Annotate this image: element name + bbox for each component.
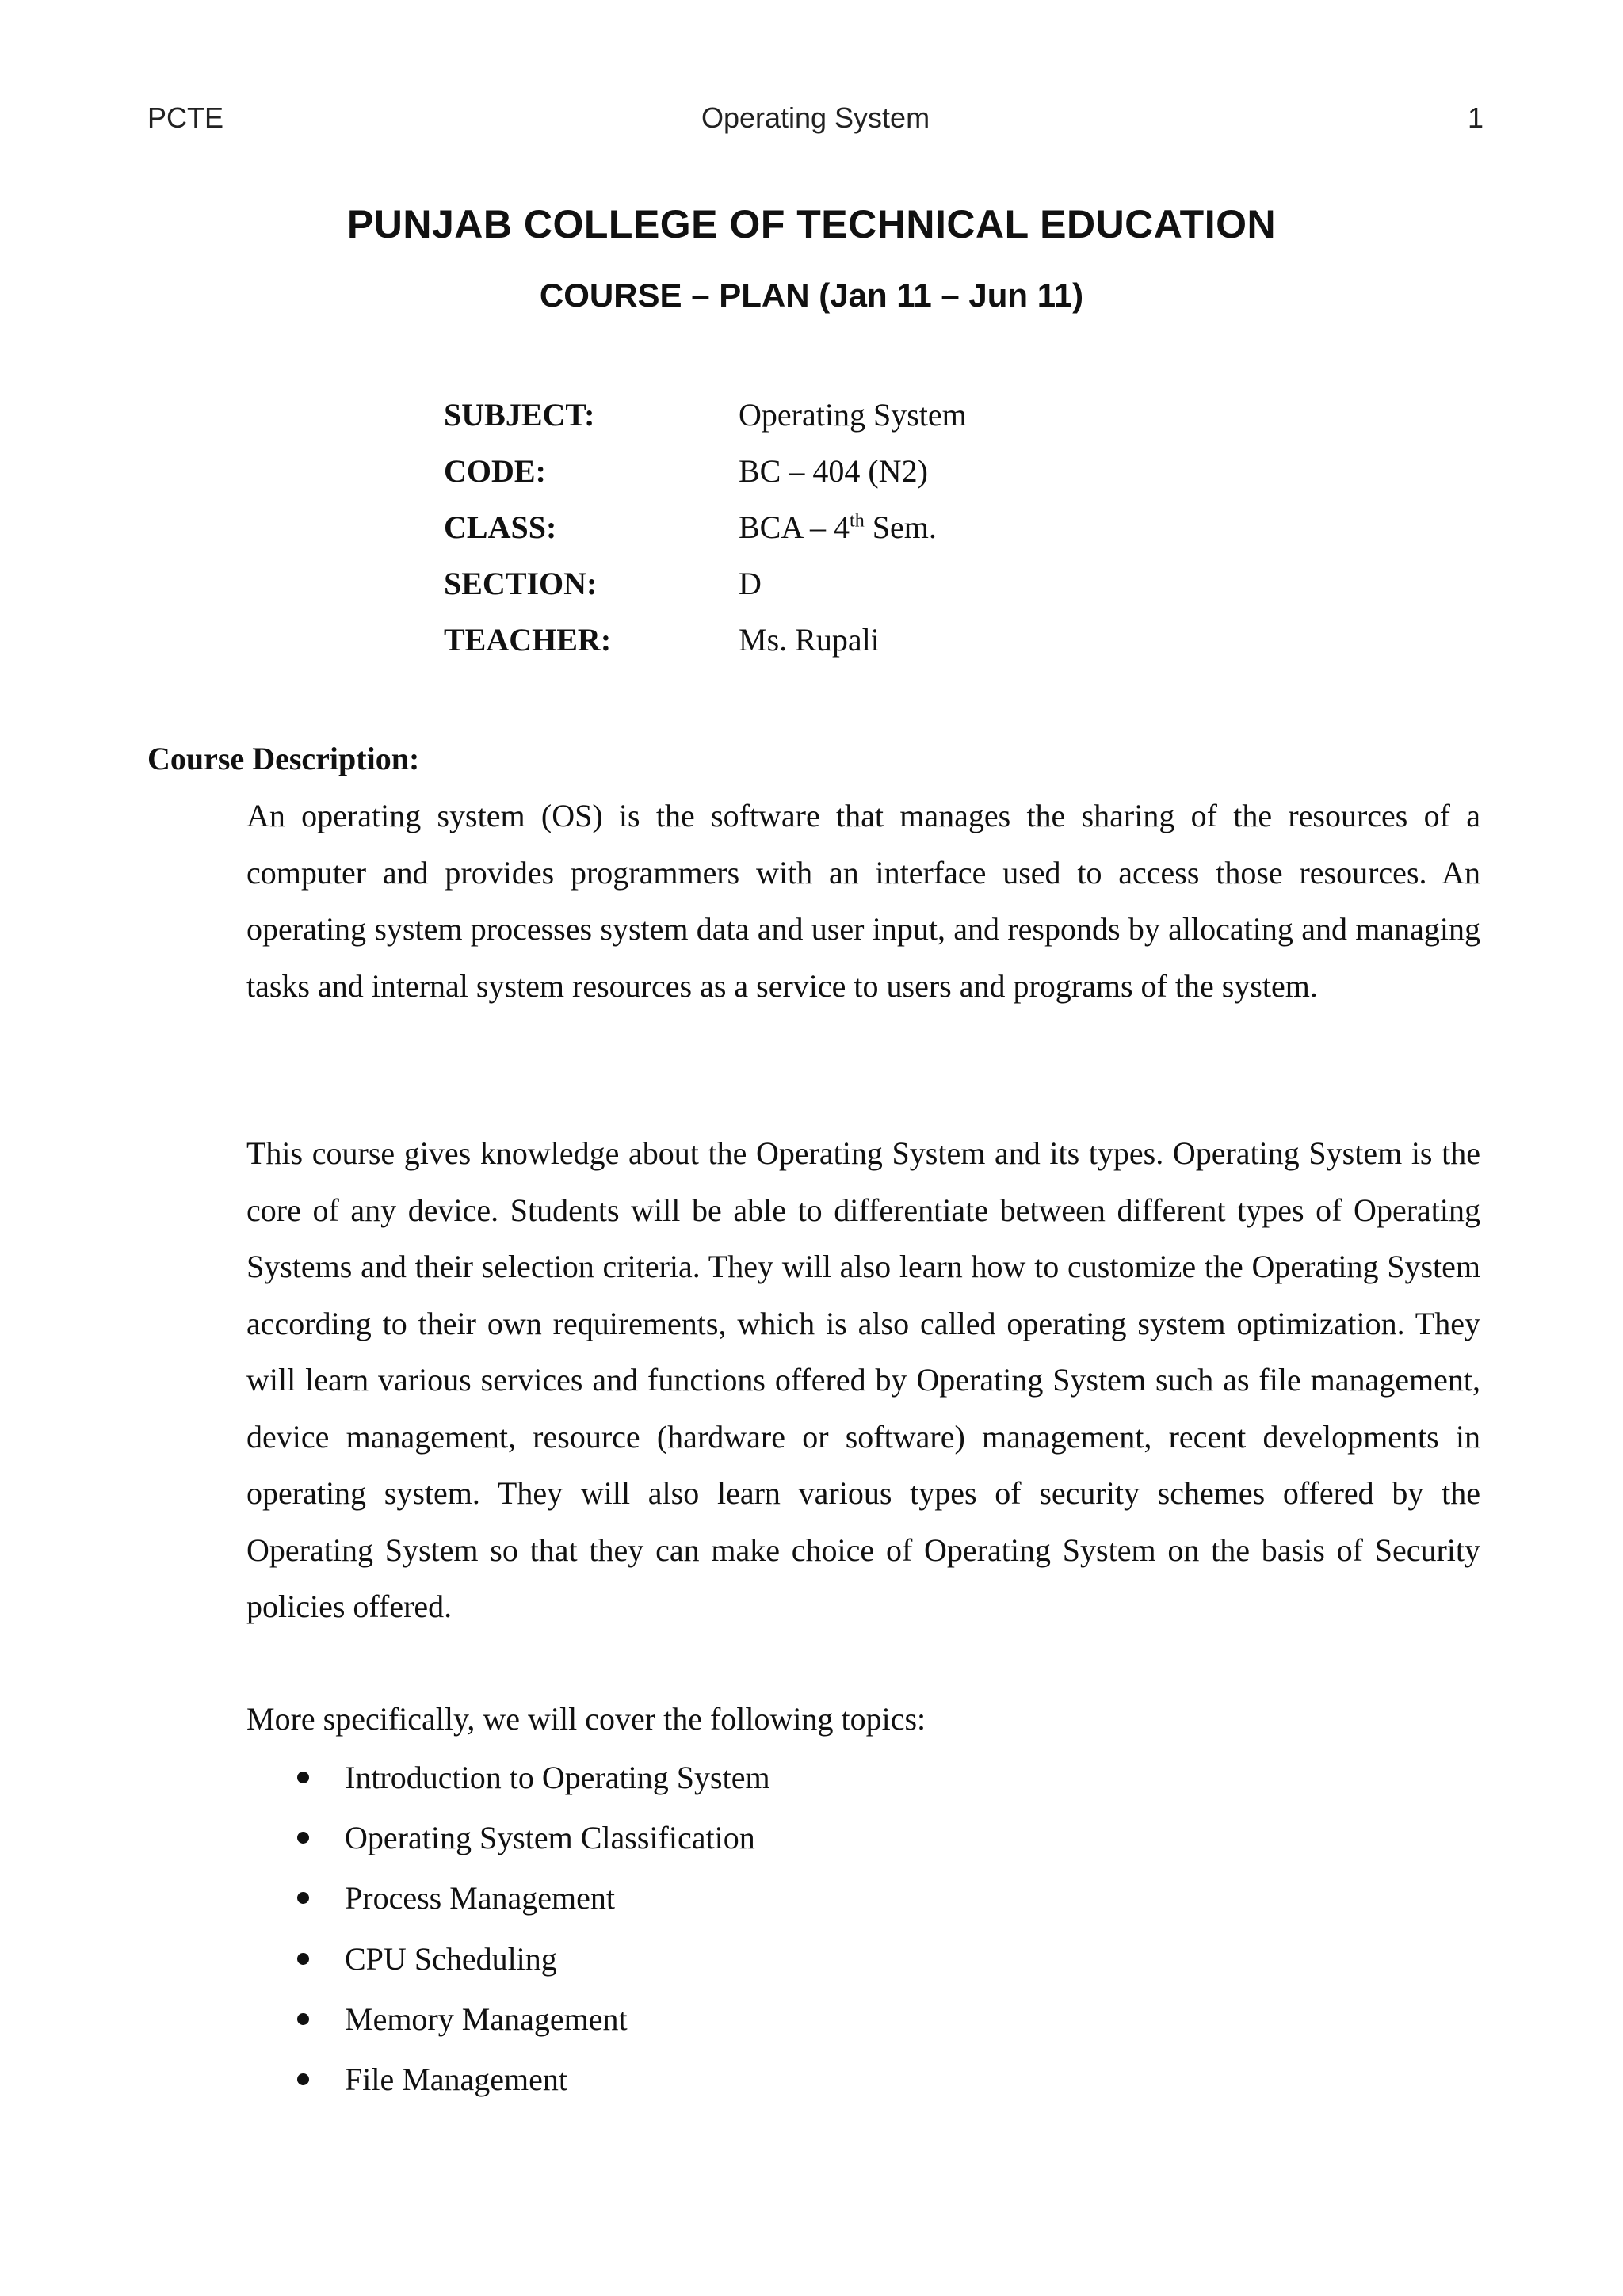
info-row-code [444,449,967,505]
bullet-icon [297,1892,309,1904]
bullet-icon [297,1772,309,1783]
class-value-prefix: BCA – 4 [739,509,850,545]
list-item [246,1808,770,1868]
info-row-section [444,562,967,618]
topic-list [246,1748,770,2110]
class-value-ordinal: th [850,510,865,532]
info-row-class [444,505,967,562]
class-label: CLASS: [444,509,557,545]
topic-label: File Management [345,2061,568,2097]
class-value [739,505,937,562]
college-title: PUNJAB COLLEGE OF TECHNICAL EDUCATION [346,202,1277,246]
header-subject: Operating System [701,101,930,134]
info-row-subject [444,393,967,449]
topic-label: Memory Management [345,2000,628,2037]
list-item [246,1748,770,1808]
topic-label: Operating System Classification [345,1820,755,1856]
course-description-heading: Course Description: [147,741,420,776]
list-item [246,2050,770,2110]
code-value: BC – 404 (N2) [739,453,928,489]
description-paragraph-1: An operating system (OS) is the software that manages the sharing of the resources of a computer and provides programmers with an interface used to access those resources. An operating system processes system data and user input, and responds by allocating and managing tasks and internal system resources as a service to users and programs of the system. [246,798,1480,1004]
bullet-icon [297,1953,309,1965]
description-paragraph-2: This course gives knowledge about the Operating System and its types. Operating System is the core of any device. Students will be able to differentiate between different types of Operating Systems and their selection criteria. They will also learn how to customize the Operating System according to their own requirements, which is also called operating system optimization. They will learn various services and functions offered by Operating System such as file management, device management, resource (hardware or software) management, recent developments in operating system. They will also learn various types of security schemes offered by the Operating System so that they can make choice of Operating System on the basis of Security policies offered. [246,1135,1480,1624]
course-info-table [444,393,967,674]
class-value-suffix: Sem. [864,509,937,545]
topic-label: Introduction to Operating System [345,1760,770,1795]
topic-label: Process Management [345,1880,616,1917]
code-label: CODE: [444,453,546,489]
bullet-icon [297,2073,309,2085]
topics-intro: More specifically, we will cover the following topics: [246,1701,926,1737]
teacher-value: Ms. Rupali [739,622,880,658]
page-header [147,98,1484,138]
bullet-icon [297,1832,309,1844]
teacher-label: TEACHER: [444,622,612,658]
list-item [246,1989,770,2050]
bullet-icon [297,2013,309,2025]
header-institution: PCTE [147,101,224,134]
info-row-teacher [444,618,967,674]
list-item [246,1868,770,1928]
page-number: 1 [1467,101,1484,134]
list-item [246,1929,770,1989]
subject-label: SUBJECT: [444,397,595,433]
subject-value: Operating System [739,397,967,433]
section-label: SECTION: [444,566,598,601]
topic-label: CPU Scheduling [345,1940,557,1977]
section-value: D [739,566,762,601]
course-plan-title: COURSE – PLAN (Jan 11 – Jun 11) [539,277,1084,314]
